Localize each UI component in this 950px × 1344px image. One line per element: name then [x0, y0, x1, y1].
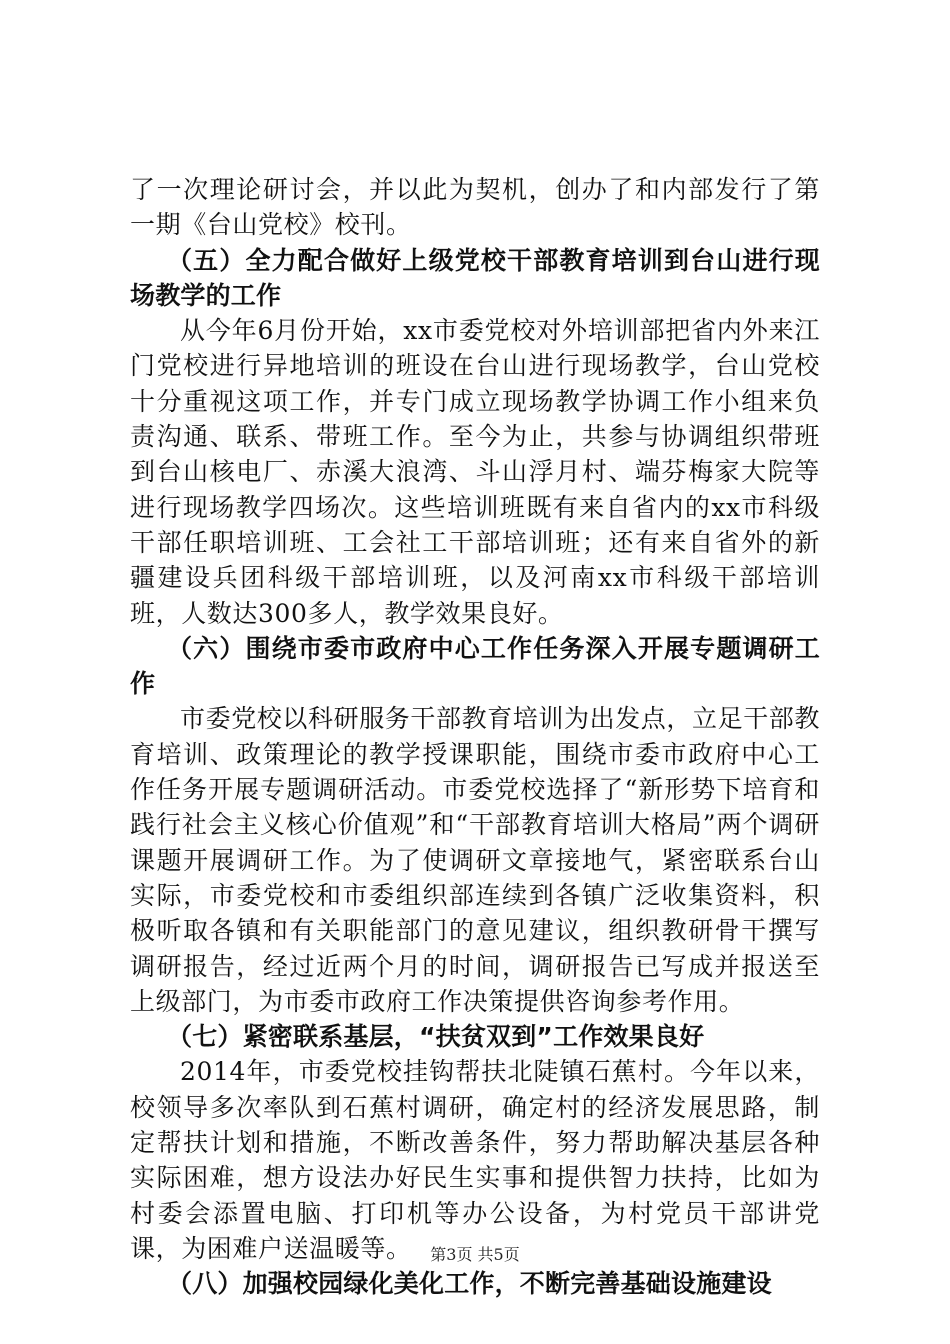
section-heading-5: （五）全力配合做好上级党校干部教育培训到台山进行现场教学的工作 — [130, 245, 820, 310]
section-heading-7: （七）紧密联系基层，“扶贫双到”工作效果良好 — [167, 1022, 705, 1052]
section-heading-6: （六）围绕市委市政府中心工作任务深入开展专题调研工作 — [130, 633, 820, 699]
paragraph-research: 市委党校以科研服务干部教育培训为出发点，立足干部教育培训、政策理论的教学授课职能，围绕市委市政府中心工作任务开展专题调研活动。市委党校选择了“新形势下培育和践行社会主义核心价值观”和“干部教育培训大格局”两个调研课题开展调研工作。为了使调研文章接地气，紧密联系台山实际，市委党校和市委组织部连续到各镇广泛收集资料，积极听取各镇和有关职能部门的意见建议，组织教研骨干撰写调研报告，经过近两个月的时间，调研报告已写成并报送至上级部门，为市委市政府工作决策提供咨询参考作用。 — [130, 704, 821, 1016]
document-page — [130, 172, 820, 1302]
page-footer: 第3页 共5页 — [430, 1245, 520, 1264]
section-heading-8: （八）加强校园绿化美化工作，不断完善基础设施建设 — [167, 1269, 772, 1299]
paragraph-continuation: 了一次理论研讨会，并以此为契机，创办了和内部发行了第一期《台山党校》校刊。 — [130, 175, 820, 240]
paragraph-field-teaching: 从今年6月份开始，xx市委党校对外培训部把省内外来江门党校进行异地培训的班设在台山进行现场教学，台山党校十分重视这项工作，并专门成立现场教学协调工作小组来负责沟通、联系、带班工作。至今为止，共参与协调组织带班到台山核电厂、赤溪大浪湾、斗山浮月村、端芬梅家大院等进行现场教学四场次。这些培训班既有来自省内的xx市科级干部任职培训班、工会社工干部培训班；还有来自省外的新疆建设兵团科级干部培训班，以及河南xx市科级干部培训班，人数达300多人，教学效果良好。 — [130, 316, 820, 628]
paragraph-poverty-relief: 2014年，市委党校挂钩帮扶北陡镇石蕉村。今年以来，校领导多次率队到石蕉村调研，确定村的经济发展思路，制定帮扶计划和措施，不断改善条件，努力帮助解决基层各种实际困难，想方设法办好民生实事和提供智力扶持，比如为村委会添置电脑、打印机等办公设备，为村党员干部讲党课，为困难户送温暖等。 — [130, 1057, 820, 1263]
